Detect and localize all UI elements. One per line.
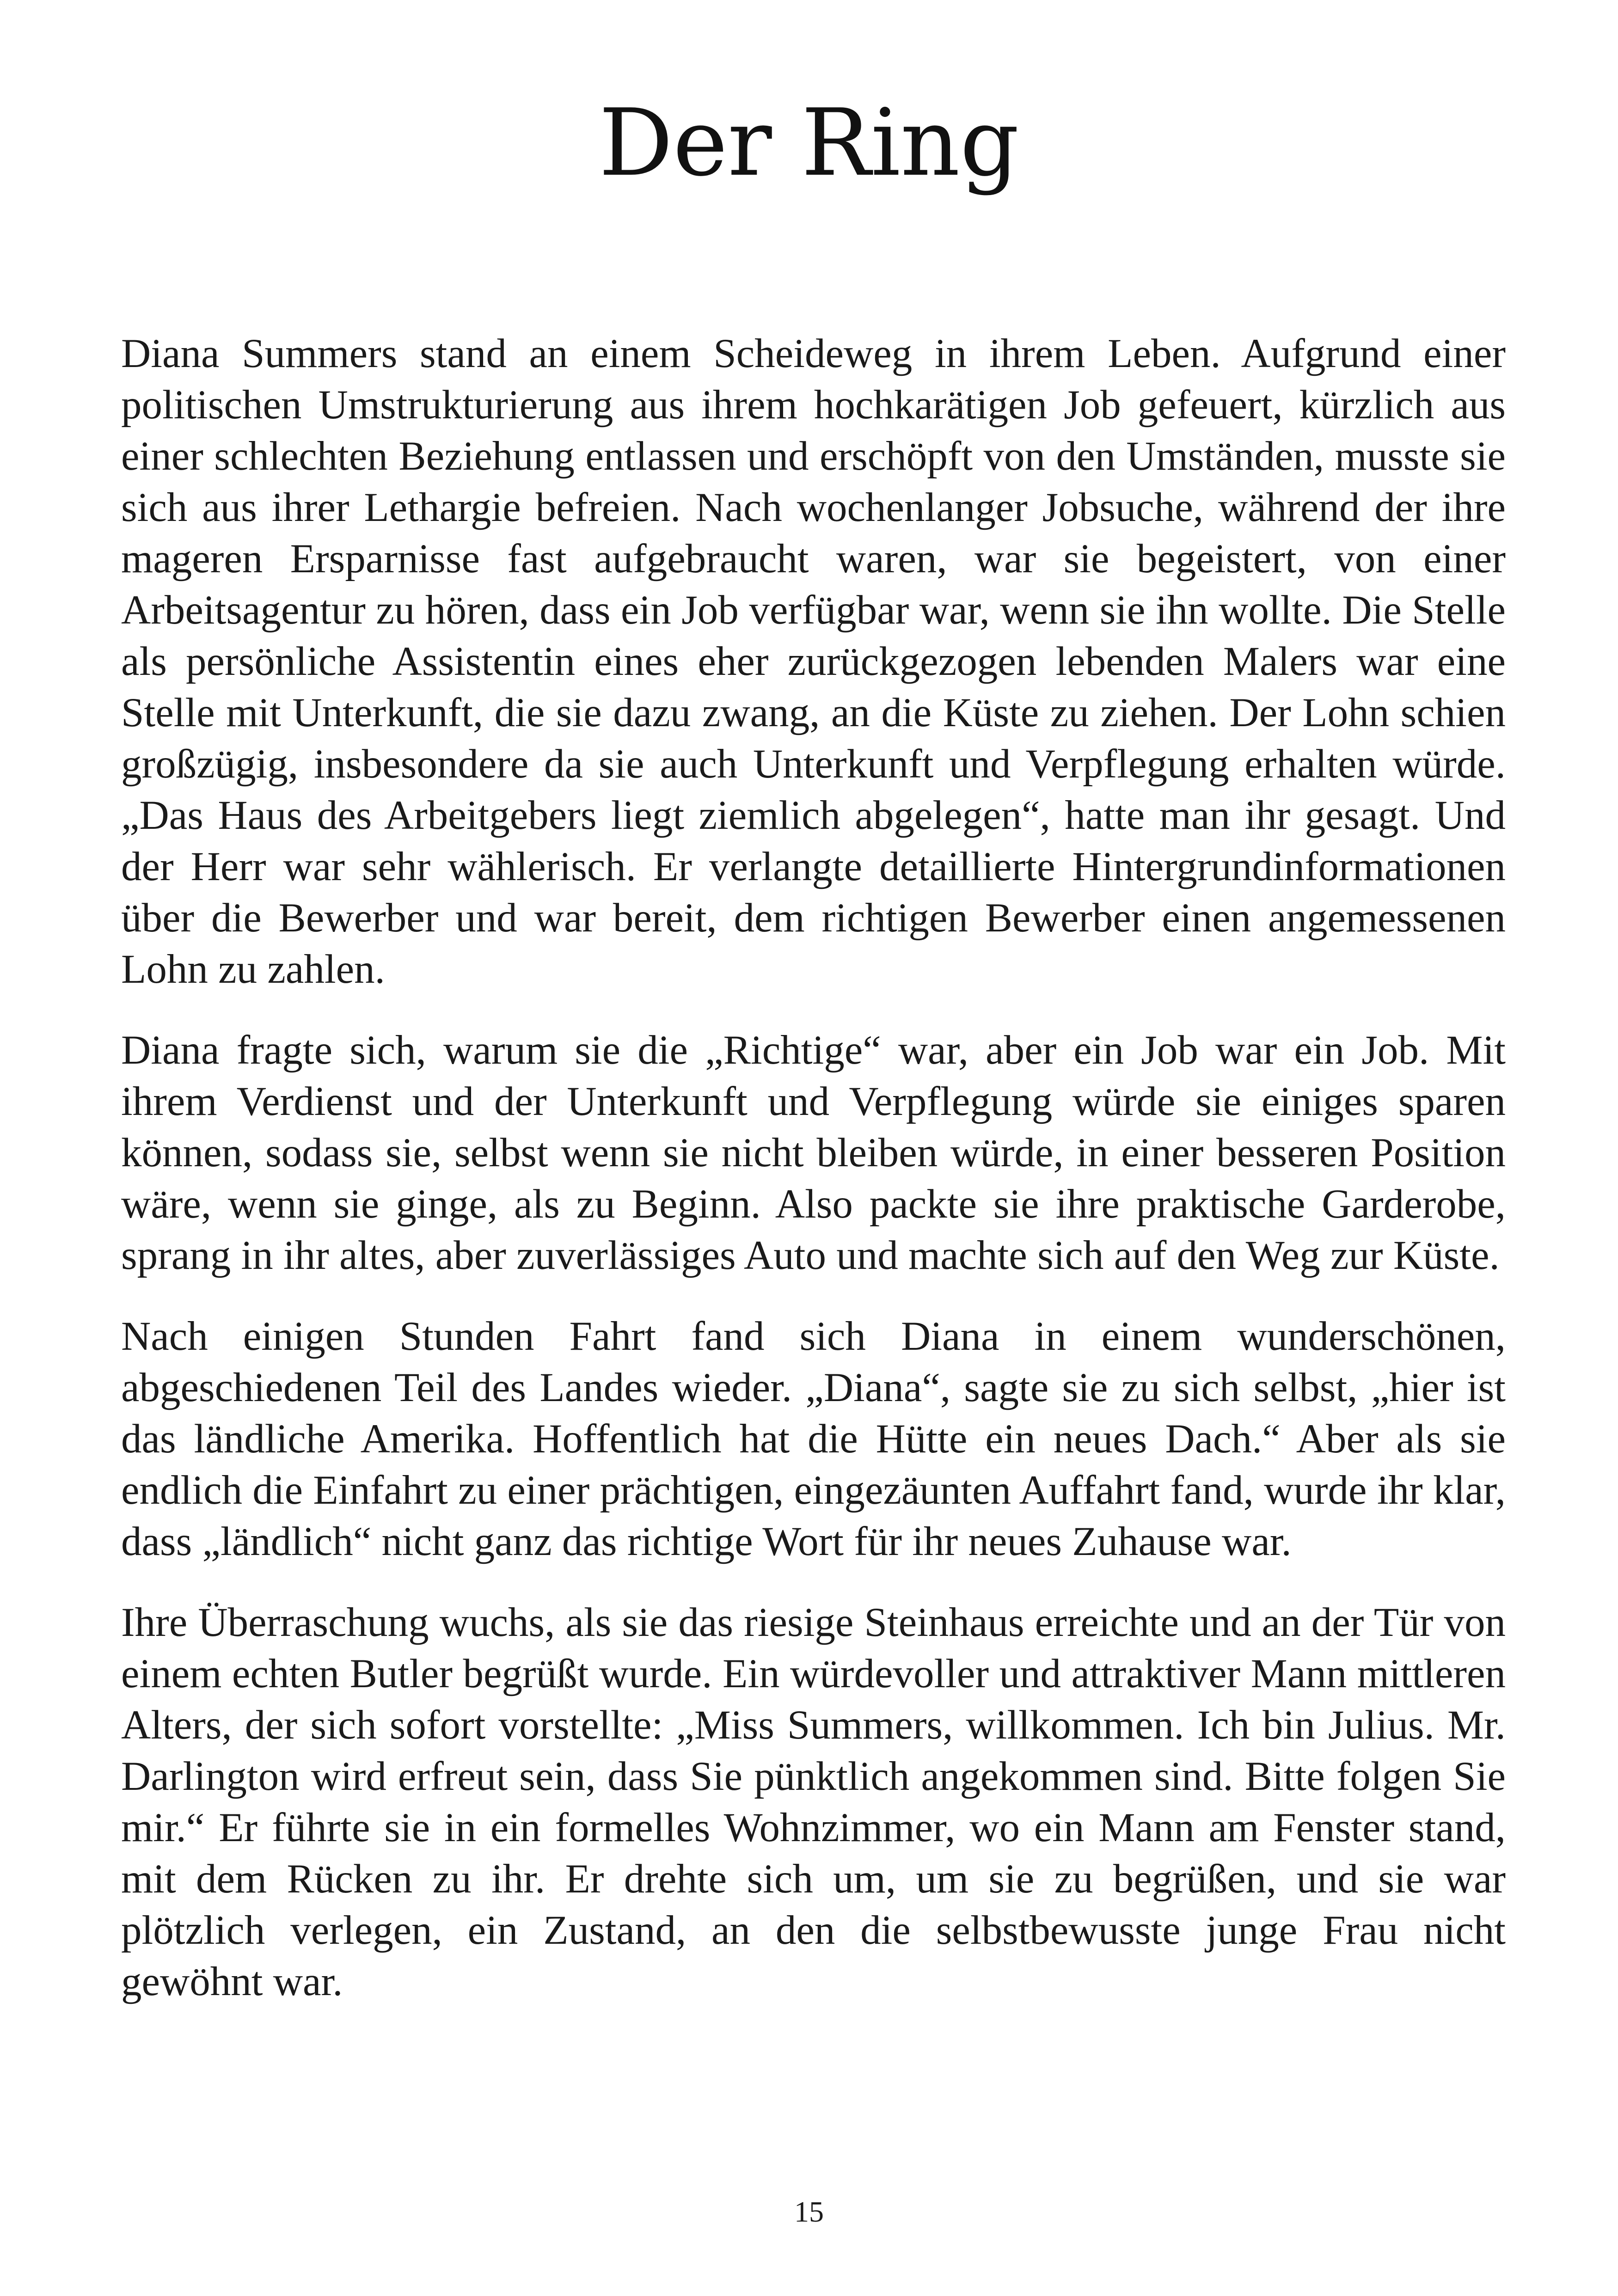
paragraph: Diana fragte sich, warum sie die „Richtige“ war, aber ein Job war ein Job. Mit ihrem Verdienst und der Unterkunft und Verpflegung würde sie einiges sparen können, sodass sie, selbst wenn sie nicht bleiben würde, in einer besseren Position wäre, wenn sie ginge, als zu Beginn. Also packte sie ihre praktische Garderobe, sprang in ihr altes, aber zuverlässiges Auto und machte sich auf den Weg zur Küste.: [121, 1028, 1506, 1278]
page-number: 15: [794, 2195, 824, 2228]
body-text: [121, 328, 1506, 2037]
paragraph: Ihre Überraschung wuchs, als sie das riesige Steinhaus erreichte und an der Tür von einem echten Butler begrüßt wurde. Ein würdevoller und attraktiver Mann mittleren Alters, der sich sofort vorstellte: „Miss Summers, willkommen. Ich bin Julius. Mr. Darlington wird erfreut sein, dass Sie pünktlich angekommen sind. Bitte folgen Sie mir.“ Er führte sie in ein formelles Wohnzimmer, wo ein Mann am Fenster stand, mit dem Rücken zu ihr. Er drehte sich um, um sie zu begrüßen, und sie war plötzlich verlegen, ein Zustand, an den die selbstbewusste junge Frau nicht gewöhnt war.: [121, 1600, 1506, 2004]
paragraph: Nach einigen Stunden Fahrt fand sich Diana in einem wunderschönen, abgeschiedenen Teil des Landes wieder. „Diana“, sagte sie zu sich selbst, „hier ist das ländliche Amerika. Hoffentlich hat die Hütte ein neues Dach.“ Aber als sie endlich die Einfahrt zu einer prächtigen, eingezäunten Auffahrt fand, wurde ihr klar, dass „ländlich“ nicht ganz das richtige Wort für ihr neues Zuhause war.: [121, 1314, 1506, 1564]
chapter-title: Der Ring: [599, 89, 1019, 197]
paragraph: Diana Summers stand an einem Scheideweg in ihrem Leben. Aufgrund einer politischen Umstrukturierung aus ihrem hochkarätigen Job gefeuert, kürzlich aus einer schlechten Beziehung entlassen und erschöpft von den Umständen, musste sie sich aus ihrer Lethargie befreien. Nach wochenlanger Jobsuche, während der ihre mageren Ersparnisse fast aufgebraucht waren, war sie begeistert, von einer Arbeitsagentur zu hören, dass ein Job verfügbar war, wenn sie ihn wollte. Die Stelle als persönliche Assistentin eines eher zurückgezogen lebenden Malers war eine Stelle mit Unterkunft, die sie dazu zwang, an die Küste zu ziehen. Der Lohn schien großzügig, insbesondere da sie auch Unterkunft und Verpflegung erhalten würde. „Das Haus des Arbeitgebers liegt ziemlich abgelegen“, hatte man ihr gesagt. Und der Herr war sehr wählerisch. Er verlangte detaillierte Hintergrundinformationen über die Bewerber und war bereit, dem richtigen Bewerber einen angemessenen Lohn zu zahlen.: [121, 331, 1506, 992]
